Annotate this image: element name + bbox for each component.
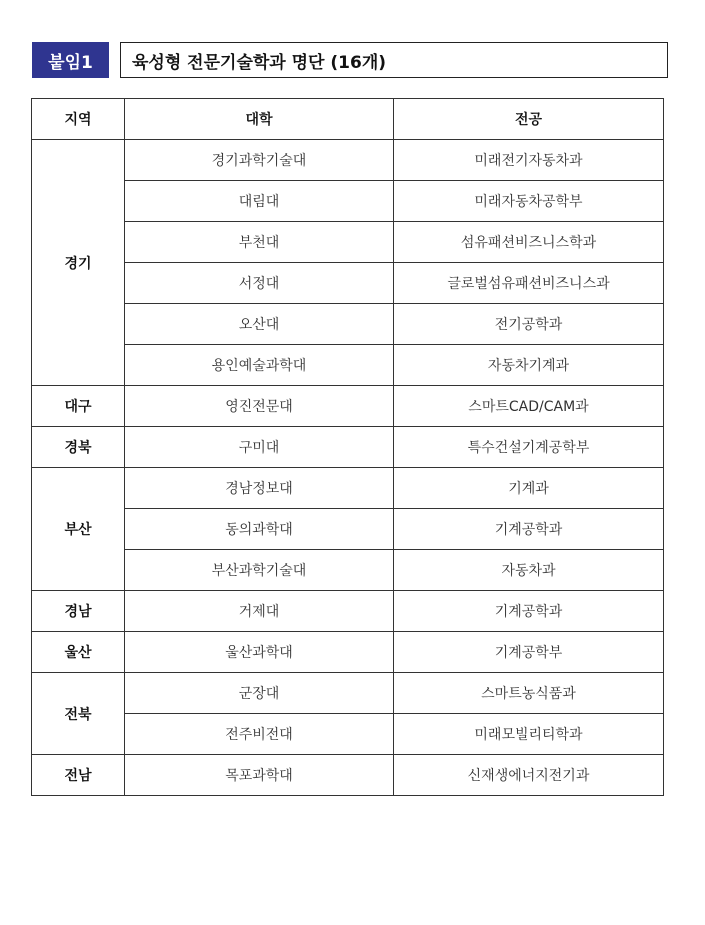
- region-cell: 울산: [32, 632, 125, 673]
- table-row: [32, 263, 664, 304]
- major-cell: 기계공학과: [394, 591, 664, 632]
- major-cell: 스마트농식품과: [394, 673, 664, 714]
- attachment-badge: 붙임1: [32, 42, 109, 78]
- major-cell: 자동차과: [394, 550, 664, 591]
- table-row: [32, 509, 664, 550]
- university-cell: 전주비전대: [125, 714, 394, 755]
- university-cell: 구미대: [125, 427, 394, 468]
- table-row: [32, 673, 664, 714]
- department-table: [31, 98, 664, 796]
- major-cell: 기계과: [394, 468, 664, 509]
- table-row: [32, 222, 664, 263]
- major-cell: 자동차기계과: [394, 345, 664, 386]
- university-cell: 거제대: [125, 591, 394, 632]
- table-row: [32, 468, 664, 509]
- university-cell: 부산과학기술대: [125, 550, 394, 591]
- university-cell: 목포과학대: [125, 755, 394, 796]
- university-cell: 서정대: [125, 263, 394, 304]
- table-header-row: [32, 99, 664, 140]
- region-cell: 경남: [32, 591, 125, 632]
- table-row: [32, 140, 664, 181]
- major-cell: 섬유패션비즈니스학과: [394, 222, 664, 263]
- region-cell: 경기: [32, 140, 125, 386]
- table-body: [32, 140, 664, 796]
- region-cell: 전북: [32, 673, 125, 755]
- major-cell: 기계공학부: [394, 632, 664, 673]
- column-header-major: 전공: [394, 99, 664, 140]
- university-cell: 부천대: [125, 222, 394, 263]
- column-header-university: 대학: [125, 99, 394, 140]
- major-cell: 글로벌섬유패션비즈니스과: [394, 263, 664, 304]
- major-cell: 특수건설기계공학부: [394, 427, 664, 468]
- major-cell: 신재생에너지전기과: [394, 755, 664, 796]
- university-cell: 울산과학대: [125, 632, 394, 673]
- table-row: [32, 714, 664, 755]
- major-cell: 전기공학과: [394, 304, 664, 345]
- table-row: [32, 181, 664, 222]
- table-row: [32, 304, 664, 345]
- university-cell: 경기과학기술대: [125, 140, 394, 181]
- major-cell: 기계공학과: [394, 509, 664, 550]
- major-cell: 미래전기자동차과: [394, 140, 664, 181]
- university-cell: 오산대: [125, 304, 394, 345]
- university-cell: 영진전문대: [125, 386, 394, 427]
- table-row: [32, 755, 664, 796]
- major-cell: 스마트CAD/CAM과: [394, 386, 664, 427]
- document-title: 육성형 전문기술학과 명단 (16개): [120, 42, 668, 78]
- university-cell: 군장대: [125, 673, 394, 714]
- university-cell: 경남정보대: [125, 468, 394, 509]
- region-cell: 경북: [32, 427, 125, 468]
- region-cell: 부산: [32, 468, 125, 591]
- university-cell: 대림대: [125, 181, 394, 222]
- university-cell: 용인예술과학대: [125, 345, 394, 386]
- table-row: [32, 632, 664, 673]
- table-row: [32, 550, 664, 591]
- university-cell: 동의과학대: [125, 509, 394, 550]
- region-cell: 대구: [32, 386, 125, 427]
- column-header-region: 지역: [32, 99, 125, 140]
- region-cell: 전남: [32, 755, 125, 796]
- major-cell: 미래모빌리티학과: [394, 714, 664, 755]
- table-row: [32, 427, 664, 468]
- table-row: [32, 591, 664, 632]
- major-cell: 미래자동차공학부: [394, 181, 664, 222]
- table-row: [32, 386, 664, 427]
- table-row: [32, 345, 664, 386]
